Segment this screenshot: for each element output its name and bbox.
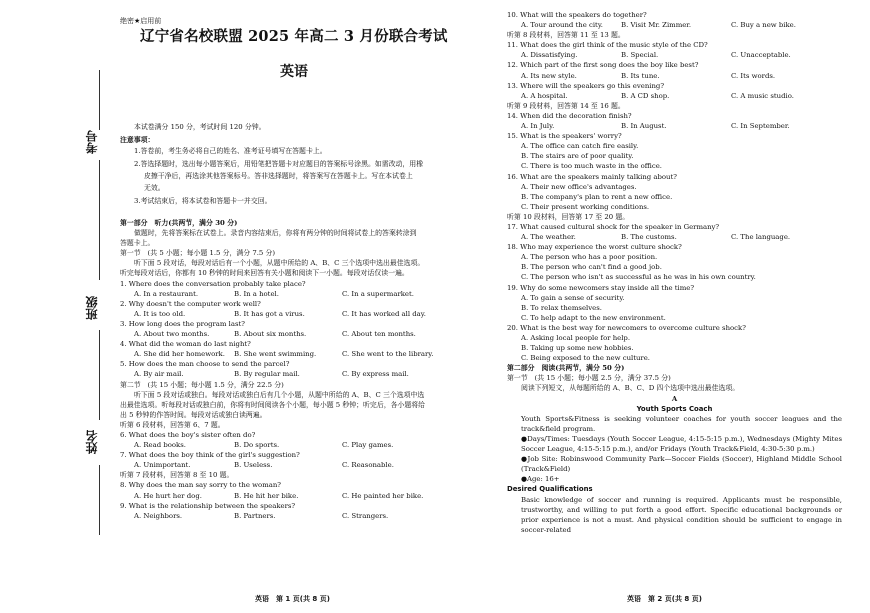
option: A. Read books. <box>134 441 186 450</box>
option: A. To gain a sense of security. <box>521 293 625 302</box>
note-3: 3.考试结束后，将本试卷和答题卡一并交回。 <box>134 196 272 205</box>
listening-questions-cont <box>507 10 842 535</box>
class-line-bottom <box>99 330 100 420</box>
option: C. The person who isn't as successful as he was in his own country. <box>521 273 756 282</box>
question-1: 1. Where does the conversation probably take place? <box>120 279 306 288</box>
part2-section1-heading: 第一节 (共 15 小题；每小题 2.5 分，满分 37.5 分) <box>507 374 671 383</box>
option: A. In July. <box>521 122 555 131</box>
page-two <box>507 10 842 605</box>
option: A. Unimportant. <box>134 461 191 470</box>
option: A. He hurt her dog. <box>134 491 202 500</box>
passage-letter: A <box>671 394 678 403</box>
option: C. He painted her bike. <box>342 491 424 500</box>
passage-intro: Youth Sports&Fitness is seeking volunteer coaches for youth soccer leagues and the track&field program. <box>521 414 842 433</box>
option: B. The person who can't find a good job. <box>521 263 662 272</box>
option: B. It has got a virus. <box>234 309 305 318</box>
option: B. The stairs are of poor quality. <box>521 152 634 161</box>
question-12: 12. Which part of the first song does the boy like best? <box>507 61 699 70</box>
option: C. Being exposed to the new culture. <box>521 354 650 363</box>
option: A. In a restaurant. <box>134 289 199 298</box>
section2-desc-1: 听下面 5 段对话或独白。每段对话或独白后有几个小题，从题中所给的 A、B、C 三个选项中选 <box>134 390 425 399</box>
question-3: 3. How long does the program last? <box>120 319 245 328</box>
passage-days-times: ●Days/Times: Tuesdays (Youth Soccer League, 4:15-5:15 p.m.), Wednesdays (Mighty Mites Soccer League, 4:15-5:15 p.m.), and/or Fridays (Youth Track&Field, 4:30-5:30 p.m.) <box>521 434 842 454</box>
question-9: 9. What is the relationship between the speakers? <box>120 501 296 510</box>
class-line-top <box>99 160 100 280</box>
option: B. The customs. <box>621 233 677 242</box>
material-8-note: 听第 8 段材料，回答第 11 至 13 题。 <box>507 31 625 40</box>
option: B. He hit her bike. <box>234 491 299 500</box>
option: C. There is too much waste in the office. <box>521 162 662 171</box>
question-17: 17. What caused cultural shock for the speaker in Germany? <box>507 222 720 231</box>
qualifications-text: Basic knowledge of soccer and running is required. Applicants must be responsible, trustworthy, and willing to put forth a good effort. Specific educational backgrounds or prior experience is not a must. And physical condition should be sufficient to engage in soccer-related <box>521 495 842 534</box>
part1-desc-1: 做题时，先将答案标在试卷上。录音内容结束后，你将有两分钟的时间将试卷上的答案转涂到 <box>134 229 417 238</box>
question-10: 10. What will the speakers do together? <box>507 11 647 19</box>
option: B. Taking up some new hobbies. <box>521 344 634 353</box>
question-5: 5. How does the man choose to send the parcel? <box>120 360 290 369</box>
option: C. The language. <box>731 233 791 242</box>
exam-title: 辽宁省名校联盟 2025 年高二 3 月份联合考试 <box>140 28 448 45</box>
question-8: 8. Why does the man say sorry to the woman? <box>120 481 281 490</box>
material-9-note: 听第 9 段材料，回答第 14 至 16 题。 <box>507 101 625 110</box>
exam-no-label: 考号 <box>85 130 99 154</box>
question-4: 4. What did the woman do last night? <box>120 340 251 349</box>
option: C. Play games. <box>342 441 394 450</box>
question-11: 11. What does the girl think of the music style of the CD? <box>507 41 708 50</box>
option: C. To help adapt to the new environment. <box>521 313 666 322</box>
part2-desc: 阅读下列短文，从每题所给的 A、B、C、D 四个选项中选出最佳选项。 <box>521 384 740 393</box>
name-label: 姓名 <box>85 430 99 454</box>
option: C. It has worked all day. <box>342 309 426 318</box>
passage-job-site: ●Job Site: Robinswood Community Park—Soccer Fields (Soccer), Highland Middle School (Track&Field) <box>521 455 842 474</box>
material-7-note: 听第 7 段材料，回答第 8 至 10 题。 <box>120 471 234 480</box>
option: C. In September. <box>731 122 790 131</box>
option: B. Partners. <box>234 511 276 520</box>
section1-desc-2: 听完每段对话后，你都有 10 秒钟的时间来回答有关小题和阅读下一小题。每段对话仅读一遍。 <box>120 269 409 278</box>
name-line <box>99 465 100 535</box>
option: C. Its words. <box>731 71 776 80</box>
page-one-footer: 英语 第 1 页(共 8 页) <box>255 595 330 603</box>
option: A. The person who has a poor position. <box>521 253 658 262</box>
option: B. Its tune. <box>621 71 660 80</box>
part1-desc-2: 答题卡上。 <box>120 239 155 248</box>
option: A. The weather. <box>521 233 576 242</box>
section1-desc-1: 听下面 5 段对话，每段对话后有一个小题，从题中所给的 A、B、C 三个选项中选出最佳选项。 <box>134 259 425 268</box>
option: B. Special. <box>621 51 659 60</box>
question-13: 13. Where will the speakers go this evening? <box>507 81 665 90</box>
section2-heading: 第二节 (共 15 小题；每小题 1.5 分，满分 22.5 分) <box>120 380 284 389</box>
material-10-note: 听第 10 段材料，回答第 17 至 20 题。 <box>507 212 630 221</box>
question-7: 7. What does the boy think of the girl's suggestion? <box>120 451 300 460</box>
section1-heading: 第一节 (共 5 小题；每小题 1.5 分，满分 7.5 分) <box>120 249 276 258</box>
exam-no-line <box>99 70 100 130</box>
part1-heading: 第一部分 听力(共两节，满分 30 分) <box>120 219 238 227</box>
passage-age: ●Age: 16+ <box>521 475 560 484</box>
exam-intro: 本试卷满分 150 分，考试时间 120 分钟。 <box>134 123 266 131</box>
option: C. In a supermarket. <box>342 289 414 298</box>
page-two-footer: 英语 第 2 页(共 8 页) <box>627 595 702 603</box>
questions-1-5 <box>120 279 480 380</box>
option: A. Tour around the city. <box>521 21 603 30</box>
option: B. Visit Mr. Zimmer. <box>621 21 692 30</box>
option: A. Its new style. <box>521 71 577 80</box>
notes-heading: 注意事项： <box>120 136 155 145</box>
subject-title: 英语 <box>280 64 308 80</box>
option: C. Unacceptable. <box>731 51 791 60</box>
option: C. By express mail. <box>342 370 409 379</box>
option: C. Strangers. <box>342 511 389 520</box>
option: B. Do sports. <box>234 441 280 450</box>
option: A. The office can catch fire easily. <box>521 142 639 151</box>
exam-intro-block <box>120 122 480 207</box>
passage-title: Youth Sports Coach <box>636 404 713 413</box>
section2-desc-2: 出最佳选项。听每段对话或独白前，你将有时间阅读各个小题，每小题 5 秒钟；听完后，各小题将给 <box>120 400 426 409</box>
option: C. She went to the library. <box>342 350 434 359</box>
option: A. She did her homework. <box>134 350 225 359</box>
qualifications-heading: Desired Qualifications <box>507 485 593 494</box>
option: B. She went swimming. <box>234 350 317 359</box>
note-2-end: 无效。 <box>144 184 165 193</box>
option: A. Their new office's advantages. <box>521 182 637 191</box>
note-2: 2.答选择题时，选出每小题答案后，用铅笔把答题卡对应题目的答案标号涂黑。如需改动，用橡 <box>134 159 424 168</box>
option: A. Dissatisfying. <box>521 51 578 60</box>
option: A. Asking local people for help. <box>521 334 631 342</box>
question-20: 20. What is the best way for newcomers to overcome culture shock? <box>507 323 746 332</box>
option: B. About six months. <box>234 330 307 339</box>
listening-section <box>120 218 480 521</box>
option: C. Buy a new bike. <box>731 21 796 30</box>
option: A. Neighbors. <box>134 511 183 520</box>
page-one <box>120 10 480 605</box>
option: A. About two months. <box>134 330 210 339</box>
option: B. In August. <box>621 122 667 131</box>
option: A. By air mail. <box>134 370 184 379</box>
option: B. By regular mail. <box>234 370 300 379</box>
option: A. A hospital. <box>521 91 568 100</box>
question-18: 18. Who may experience the worst culture shock? <box>507 243 682 252</box>
question-19: 19. Why do some newcomers stay inside all the time? <box>507 283 695 292</box>
question-2: 2. Why doesn't the computer work well? <box>120 299 261 308</box>
option: B. To relax themselves. <box>521 303 602 312</box>
class-label: 班级 <box>85 296 99 320</box>
part2-heading: 第二部分 阅读(共两节，满分 50 分) <box>507 364 625 373</box>
option: B. A CD shop. <box>621 91 670 100</box>
section2-desc-3: 出 5 秒钟的作答时间。每段对话或独白读两遍。 <box>120 410 267 419</box>
material-6-note: 听第 6 段材料，回答第 6、7 题。 <box>120 420 225 429</box>
note-1: 1.答卷前，考生务必将自己的姓名、准考证号填写在答题卡上。 <box>134 147 327 156</box>
option: B. In a hotel. <box>234 289 279 298</box>
question-14: 14. When did the decoration finish? <box>507 111 632 120</box>
option: C. Reasonable. <box>342 461 394 470</box>
confidential-mark: 绝密★启用前 <box>120 17 162 25</box>
option: A. It is too old. <box>134 309 186 318</box>
option: C. Their present working conditions. <box>521 202 650 211</box>
option: B. Useless. <box>234 461 273 470</box>
option: C. About ten months. <box>342 330 416 339</box>
question-16: 16. What are the speakers mainly talking about? <box>507 172 677 181</box>
question-15: 15. What is the speakers' worry? <box>507 132 622 141</box>
option: C. A music studio. <box>731 91 794 100</box>
note-2-cont: 皮擦干净后，再选涂其他答案标号。答非选择题时，将答案写在答题卡上。写在本试卷上 <box>144 172 413 180</box>
option: B. The company's plan to rent a new office. <box>521 192 673 201</box>
candidate-info-strip <box>0 0 112 613</box>
question-6: 6. What does the boy's sister often do? <box>120 430 256 439</box>
